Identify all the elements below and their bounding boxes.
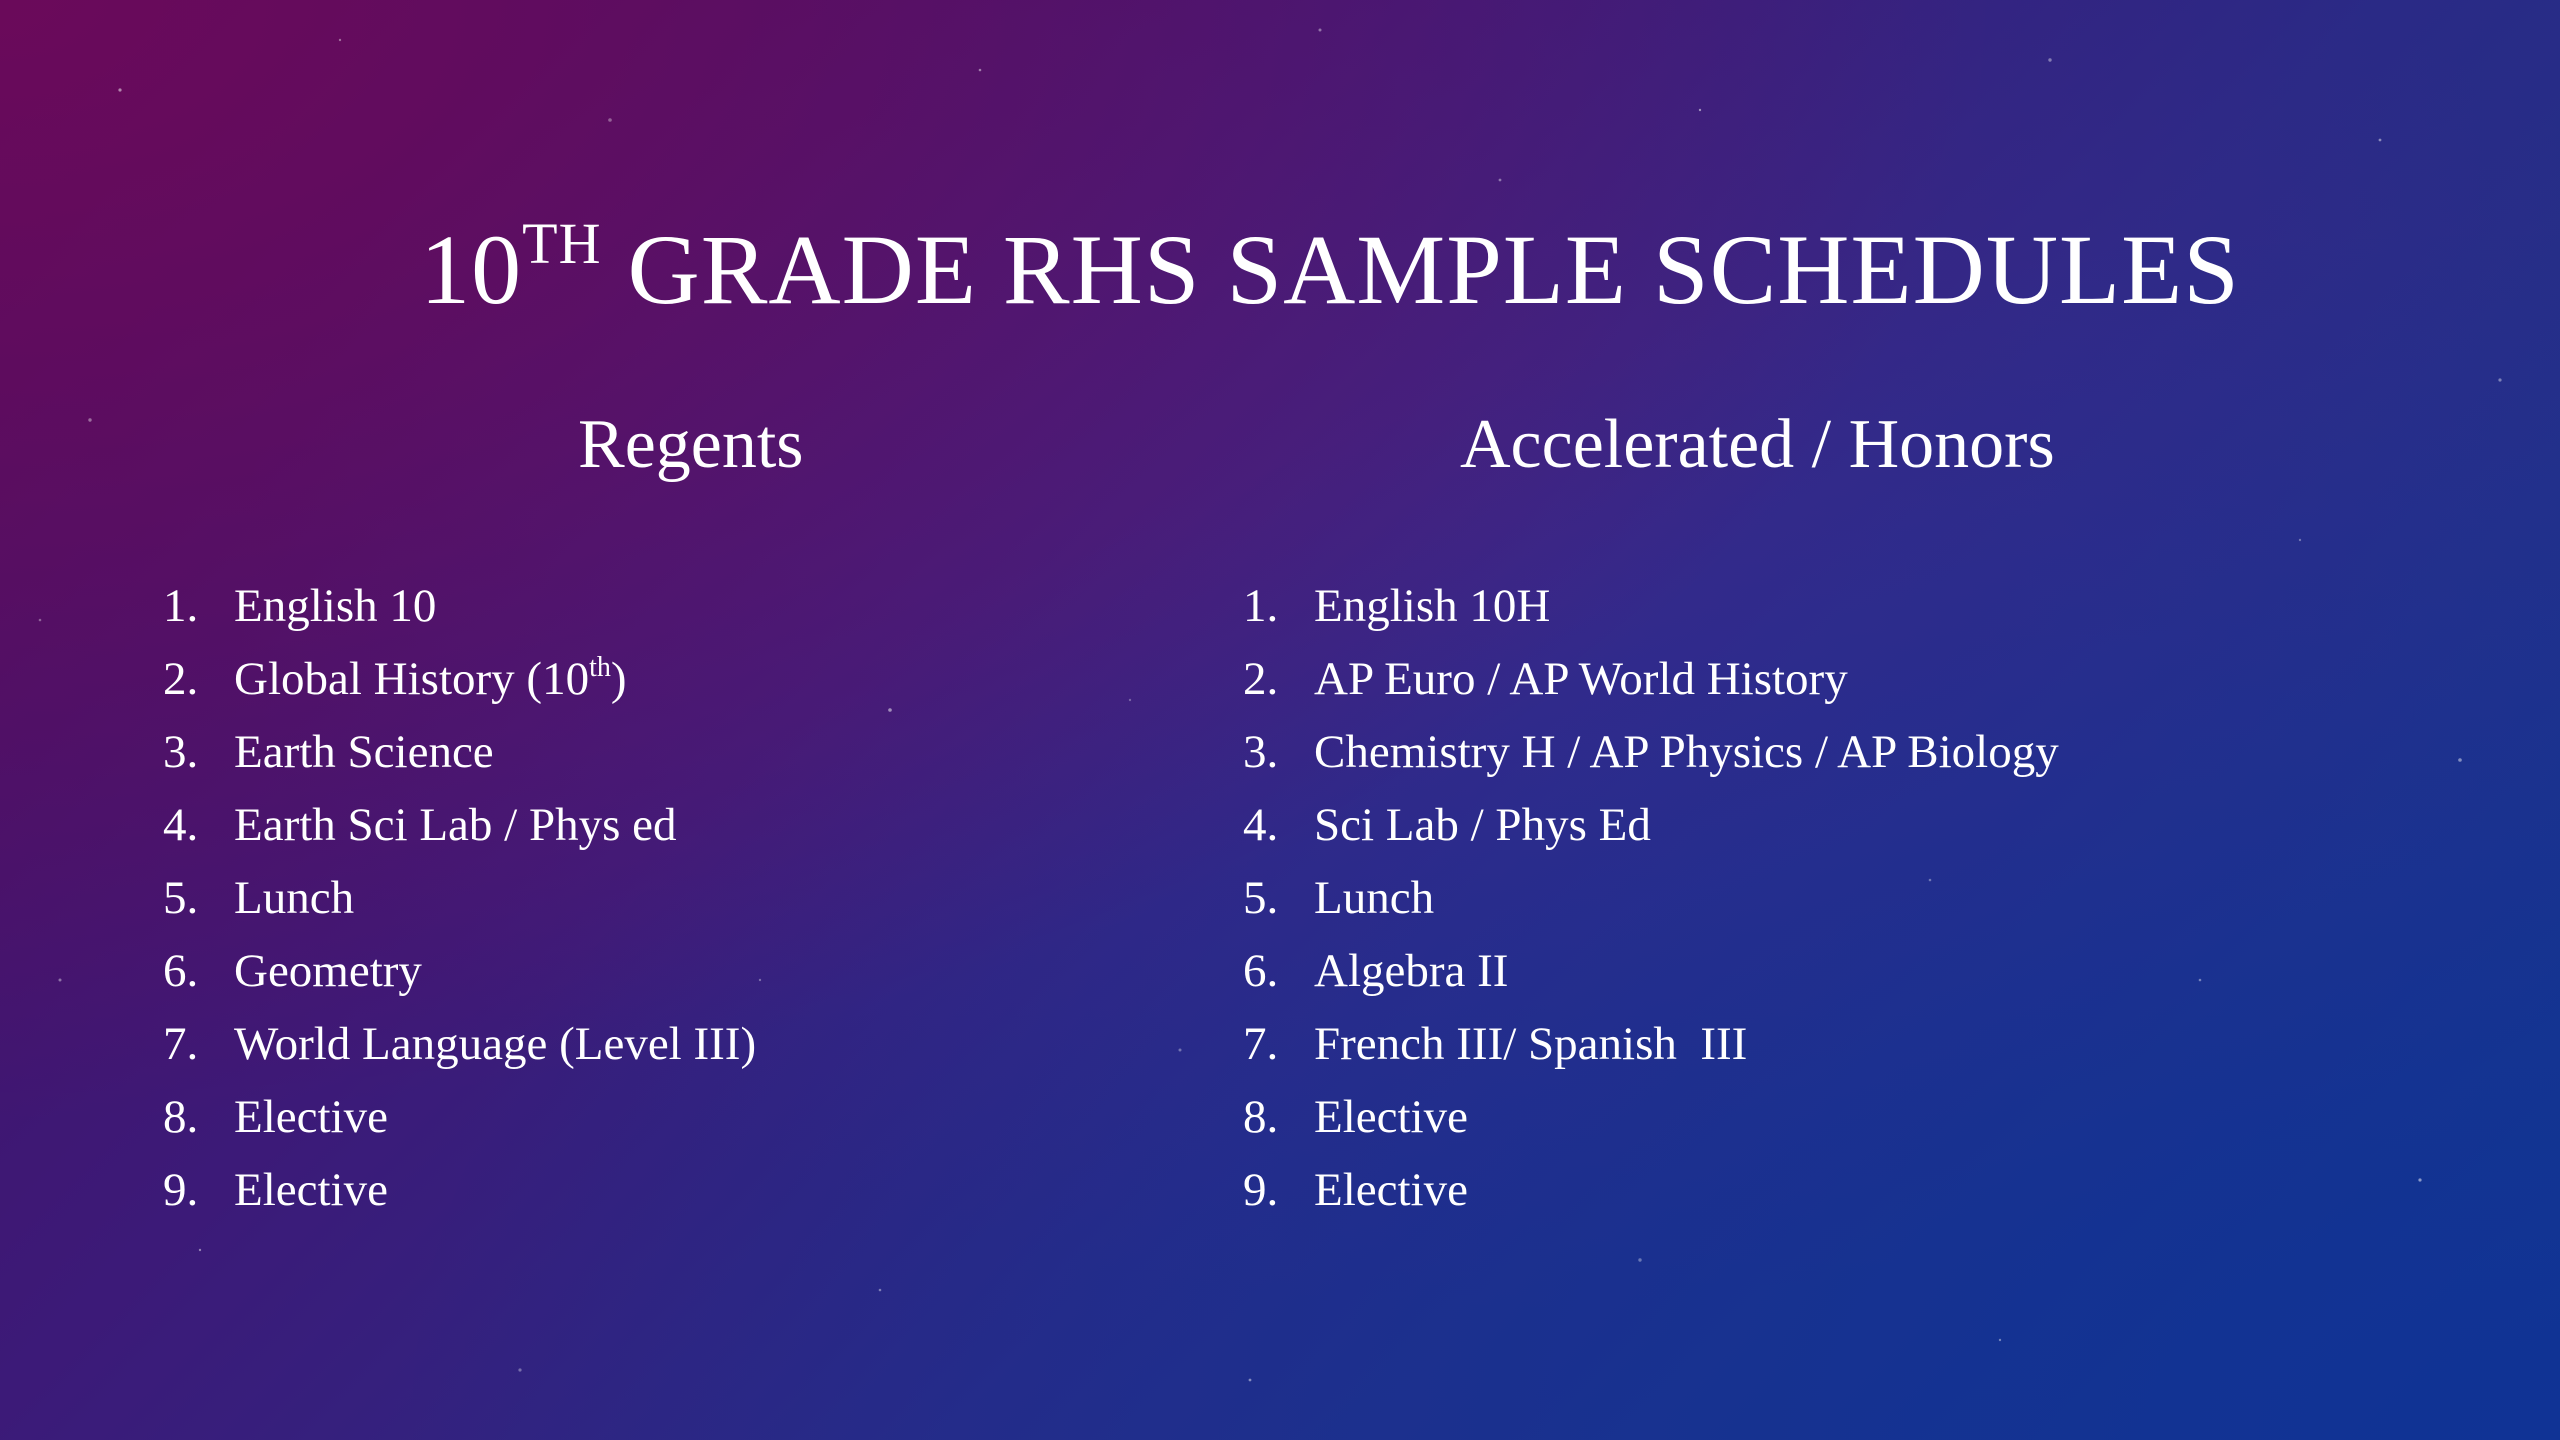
item-number: 6. [1243, 945, 1279, 997]
item-number: 3. [1243, 726, 1279, 778]
list-item [150, 570, 1250, 643]
slide-title [100, 211, 2560, 325]
item-number: 2. [163, 653, 199, 705]
item-number: 8. [1243, 1091, 1279, 1143]
regents-heading: Regents [578, 406, 804, 483]
list-item [150, 862, 1250, 935]
item-number: 1. [1243, 580, 1279, 632]
item-number: 6. [163, 945, 199, 997]
list-item [150, 789, 1250, 862]
item-text: Chemistry H / AP Physics / AP Biology [1314, 726, 2059, 778]
item-number: 3. [163, 726, 199, 778]
item-text: French III/ Spanish III [1314, 1018, 1748, 1070]
item-number: 9. [1243, 1164, 1279, 1216]
item-number: 5. [163, 872, 199, 924]
honors-heading: Accelerated / Honors [1460, 406, 2055, 483]
item-text: Geometry [234, 945, 422, 997]
list-item [1230, 1081, 2430, 1154]
list-item [1230, 789, 2430, 862]
item-text-superscript: th [589, 652, 611, 683]
item-text: Elective [1314, 1164, 1468, 1216]
item-number: 4. [1243, 799, 1279, 851]
item-number: 4. [163, 799, 199, 851]
list-item [1230, 935, 2430, 1008]
item-number: 2. [1243, 653, 1279, 705]
item-text: Elective [234, 1091, 388, 1143]
item-number: 8. [163, 1091, 199, 1143]
item-number: 9. [163, 1164, 199, 1216]
list-item [1230, 643, 2430, 716]
list-item [150, 935, 1250, 1008]
item-text: Lunch [1314, 872, 1435, 924]
item-text-wrap [234, 643, 627, 722]
list-item [150, 1081, 1250, 1154]
list-item [1230, 1154, 2430, 1227]
item-number: 5. [1243, 872, 1279, 924]
item-number: 7. [163, 1018, 199, 1070]
regents-column [150, 406, 1250, 1227]
item-number: 7. [1243, 1018, 1279, 1070]
title-number: 10 [420, 214, 523, 325]
list-item [150, 1154, 1250, 1227]
item-text: World Language (Level III) [234, 1018, 757, 1070]
regents-schedule-list [150, 570, 1250, 1227]
item-text-after: ) [610, 653, 627, 705]
item-text: Global History (10 [234, 653, 590, 705]
item-text: AP Euro / AP World History [1314, 653, 1848, 705]
item-text: Elective [234, 1164, 388, 1216]
item-text: Earth Science [234, 726, 494, 778]
title-text: GRADE RHS SAMPLE SCHEDULES [627, 214, 2240, 325]
item-text: Elective [1314, 1091, 1468, 1143]
item-text: Sci Lab / Phys Ed [1314, 799, 1651, 851]
item-text: Lunch [234, 872, 355, 924]
title-ordinal-suffix: TH [522, 211, 602, 276]
item-text: Algebra II [1314, 945, 1509, 997]
list-item [1230, 862, 2430, 935]
list-item [1230, 1008, 2430, 1081]
item-text: English 10 [234, 580, 437, 632]
list-item [150, 716, 1250, 789]
item-text: Earth Sci Lab / Phys ed [234, 799, 677, 851]
item-number: 1. [163, 580, 199, 632]
list-item [150, 643, 1250, 716]
item-text: English 10H [1314, 580, 1551, 632]
list-item [150, 1008, 1250, 1081]
list-item [1230, 570, 2430, 643]
list-item [1230, 716, 2430, 789]
honors-schedule-list [1230, 570, 2430, 1227]
honors-column [1230, 406, 2430, 1227]
